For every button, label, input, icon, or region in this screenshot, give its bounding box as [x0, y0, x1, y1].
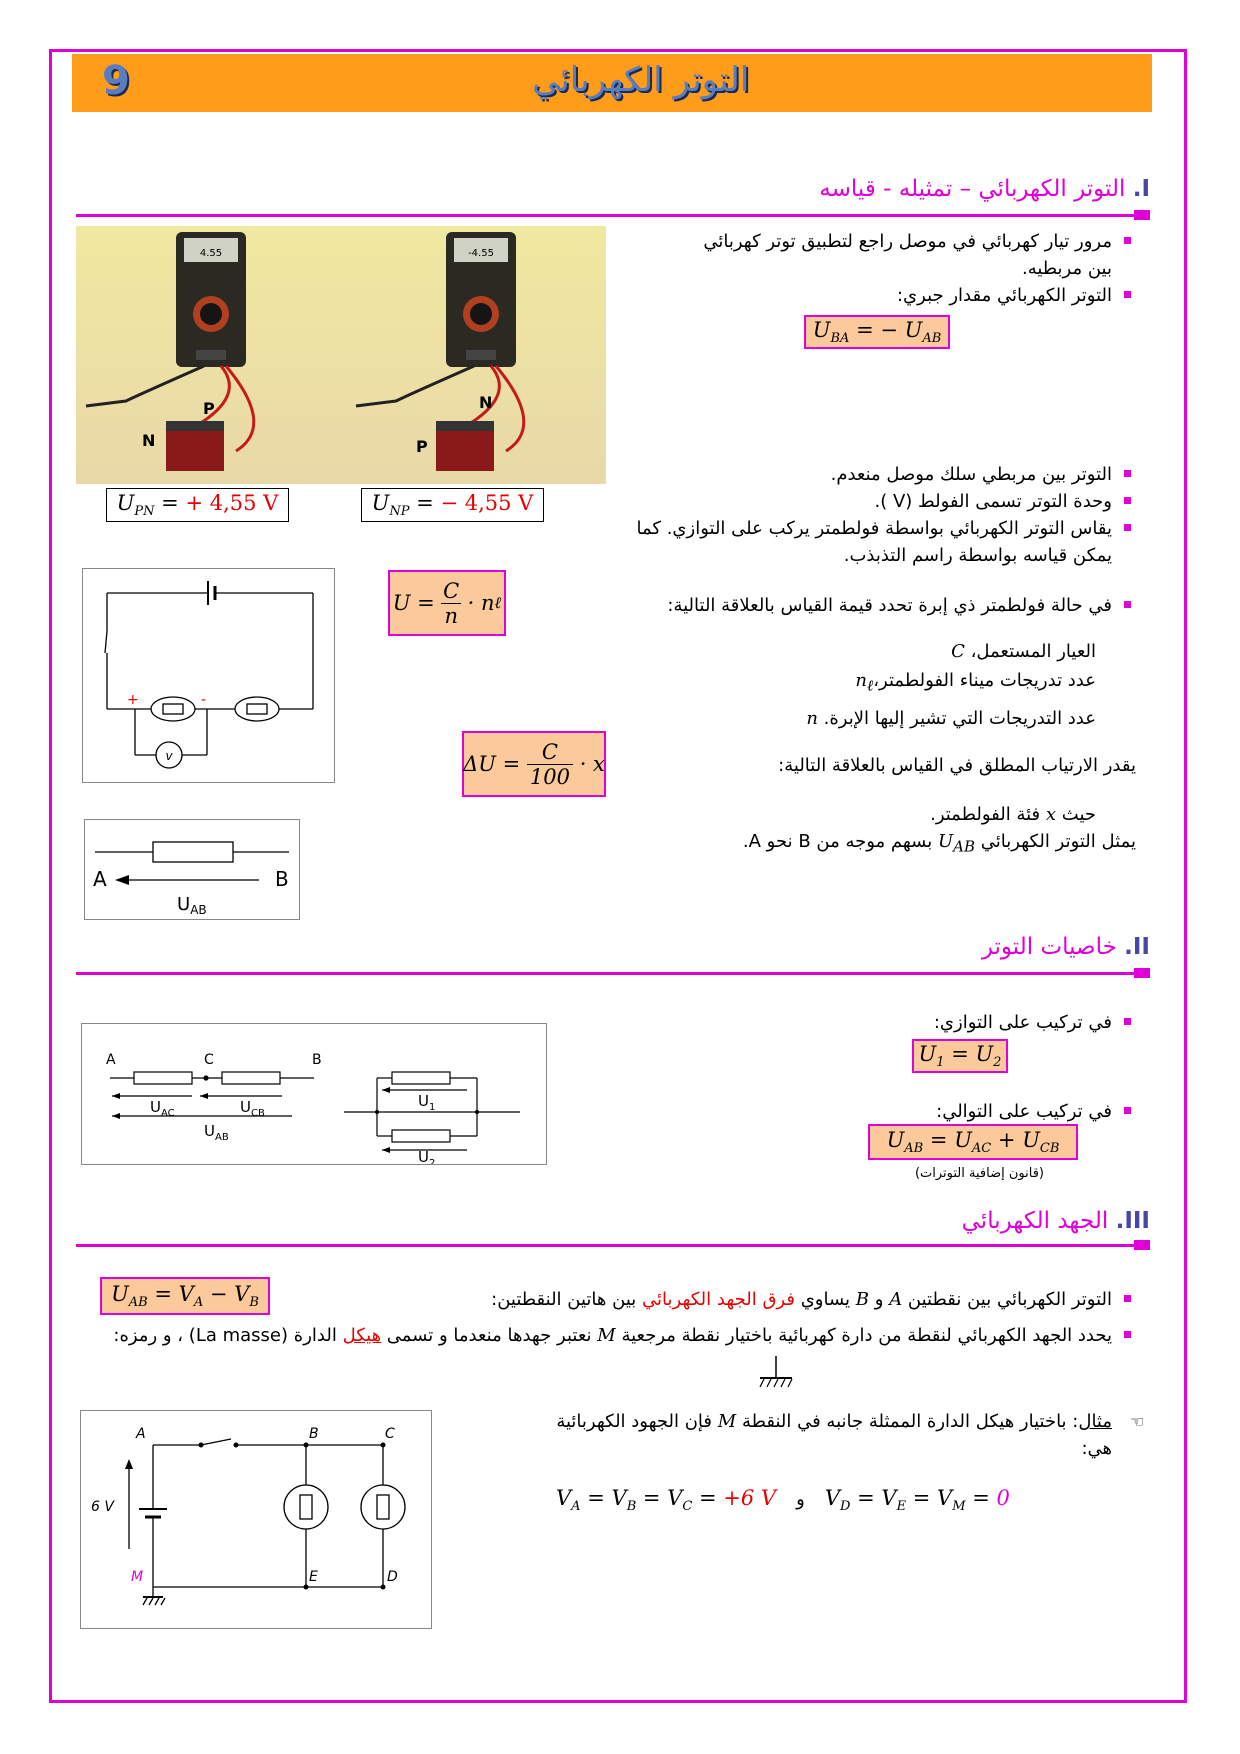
- additivity-law-note: (قانون إضافية التوترات): [914, 1166, 1044, 1181]
- uab-arrow-figure: [84, 819, 300, 920]
- grounded-circuit-figure: [80, 1410, 432, 1629]
- bullet-needle-formula: في حالة فولطمتر ذي إبرة تحدد قيمة القياس بالعلاقة التالية:: [667, 595, 1112, 616]
- svg-text:UAC: $U_{AC}$: [150, 1098, 175, 1119]
- svg-text:UCB: $U_{CB}$: [240, 1098, 265, 1119]
- arrow-representation-text: يمثل التوتر الكهربائي $U_{AB}$ بسهم موجه من B نحو A.: [742, 831, 1136, 856]
- section-heading-1: I. التوتر الكهربائي – تمثيله - قياسه: [819, 176, 1150, 202]
- svg-text:UAB: $U_{AB}$: [177, 894, 207, 917]
- series-parallel-figure: [81, 1023, 547, 1165]
- voltmeter-circuit-figure: [82, 568, 335, 783]
- bullet-voltmeter-parallel: يقاس التوتر الكهربائي بواسطة فولطمتر يركب على التوازي. كما يمكن قياسه بواسطة راسم التذبذب.: [636, 518, 1112, 566]
- ground-symbol-icon: [756, 1354, 796, 1394]
- bullet-unit-volt: وحدة التوتر تسمى الفولط (V ).: [874, 491, 1112, 512]
- formula-uba: $U_{BA}$ = − $U_{AB}$: [804, 315, 950, 349]
- multimeter-photos: [76, 226, 606, 484]
- section-rule: [76, 214, 1148, 217]
- svg-text:D: D: [387, 1569, 398, 1585]
- def-n: عدد التدريجات التي تشير إليها الإبرة. n: [806, 708, 1096, 729]
- def-x: حيث x فئة الفولطمتر.: [930, 804, 1096, 825]
- svg-text:U2: $U_2$: [418, 1148, 436, 1164]
- svg-text:C: C: [204, 1052, 214, 1068]
- bullet-algebraic: التوتر الكهربائي مقدار جبري:: [896, 285, 1112, 306]
- svg-text:UAB: $U_{AB}$: [204, 1122, 229, 1143]
- svg-text:E: E: [309, 1569, 318, 1585]
- pointing-hand-icon: ☜: [1130, 1412, 1145, 1431]
- bullet-ground-reference: يحدد الجهد الكهربائي لنقطة من دارة كهربائية باختيار نقطة مرجعية M نعتبر جهدها منعدما و تسمى هيكل الدارة (La masse) ، و رمزه:: [113, 1325, 1112, 1346]
- svg-text:-: -: [201, 692, 207, 708]
- bullet-parallel: في تركيب على التوازي:: [933, 1012, 1112, 1033]
- section-rule: [76, 1244, 1148, 1247]
- def-c: العيار المستعمل، C: [951, 641, 1096, 662]
- section-heading-3: III. الجهد الكهربائي: [961, 1208, 1150, 1234]
- terminal-p-left: P: [203, 399, 215, 418]
- svg-text:6 V: 6 V: [91, 1499, 114, 1515]
- svg-text:B: B: [309, 1426, 319, 1442]
- svg-text:+: +: [127, 692, 139, 708]
- formula-series: $U_{AB} = U_{AC} + U_{CB}$: [868, 1124, 1078, 1160]
- svg-text:v: v: [165, 749, 173, 763]
- svg-text:U1: $U_1$: [418, 1092, 436, 1113]
- multimeter-right: [446, 232, 516, 367]
- lesson-number: 9: [102, 58, 130, 104]
- svg-text:A: A: [93, 867, 107, 891]
- formula-needle-voltmeter: U = C n · n ℓ: [388, 570, 506, 636]
- svg-text:4.55: 4.55: [199, 248, 223, 259]
- svg-text:C: C: [385, 1426, 395, 1442]
- page-title: التوتر الكهربائي: [532, 60, 750, 100]
- bullet-series: في تركيب على التوالي:: [936, 1101, 1112, 1122]
- multimeter-left: [176, 232, 246, 367]
- u-pn-reading: $U_{PN}$ = + 4,55 V: [106, 488, 289, 522]
- terminal-n-right: N: [479, 393, 493, 412]
- def-nl: عدد تدريجات ميناء $الفولطمتر،n_\ell$: [855, 670, 1096, 695]
- title-banner: [72, 54, 1152, 112]
- terminal-p-right: P: [416, 437, 428, 456]
- bullet-current-flow: مرور تيار كهربائي في موصل راجع لتطبيق توتر كهربائي بين مربطيه.: [703, 231, 1112, 279]
- example-text: مثال: باختيار هيكل الدارة الممثلة جانبه في النقطة M فإن الجهود الكهربائية هي:: [556, 1411, 1112, 1459]
- svg-text:B: B: [275, 867, 289, 891]
- formula-parallel: $U_1 = U_2$: [912, 1039, 1008, 1073]
- section-rule: [76, 972, 1148, 975]
- svg-text:A: A: [106, 1052, 116, 1068]
- svg-text:B: B: [312, 1052, 322, 1068]
- svg-text:A: A: [136, 1426, 146, 1442]
- section-heading-2: II. خاصيات التوتر: [981, 934, 1150, 960]
- formula-absolute-uncertainty: ΔU = C 100 · x: [462, 731, 606, 797]
- svg-text:M: M: [131, 1569, 144, 1585]
- bullet-potential-difference: التوتر الكهربائي بين نقطتين A و B يساوي فرق الجهد الكهربائي بين هاتين النقطتين:: [491, 1289, 1112, 1310]
- uncertainty-text: يقدر الارتياب المطلق في القياس بالعلاقة التالية:: [778, 755, 1136, 776]
- formula-potential-difference: $U_{AB} = V_A - V_B$: [100, 1277, 270, 1315]
- terminal-n-left: N: [142, 431, 156, 450]
- bullet-wire-zero: التوتر بين مربطي سلك موصل منعدم.: [830, 464, 1112, 485]
- example-potentials-equation: $V_A = V_B = V_C = +6$ V و $V_D = V_E = V_M = 0$: [556, 1486, 1010, 1515]
- svg-text:-4.55: -4.55: [468, 248, 494, 259]
- u-np-reading: $U_{NP}$ = − 4,55 V: [361, 488, 544, 522]
